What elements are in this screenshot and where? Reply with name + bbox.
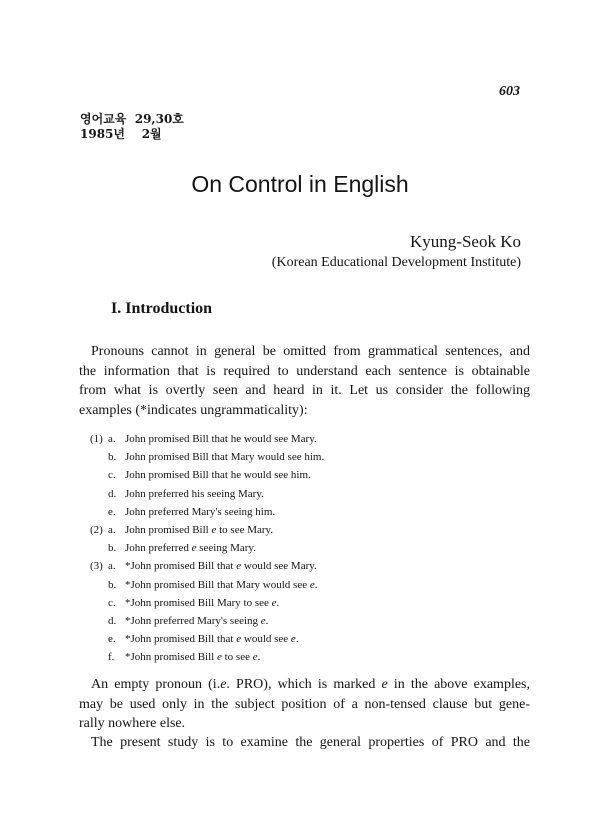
empty-category-symbol: e: [211, 523, 217, 536]
example-text: John preferred his seeing Mary.: [125, 487, 264, 500]
example-letter: d.: [108, 487, 117, 500]
example-item: [90, 648, 324, 666]
example-item: [90, 485, 324, 503]
example-item: [90, 521, 324, 539]
empty-category-symbol: e: [220, 677, 227, 692]
paragraph-line: examples (*indicates ungrammaticality):: [79, 402, 308, 418]
example-item: [90, 539, 324, 557]
example-item: [90, 612, 324, 630]
paragraph-line: may be used only in the subject position of a non-tensed clause but gene-: [79, 696, 530, 712]
example-number: (3): [90, 560, 103, 573]
example-item: [90, 594, 324, 612]
intro-paragraph: [79, 342, 530, 420]
body-paragraph: [79, 675, 530, 734]
journal-citation: [80, 112, 184, 142]
paragraph-line: the information that is required to understand each sentence is obtainable: [79, 363, 530, 379]
example-text: John preferred e seeing Mary.: [125, 542, 256, 555]
example-text: John promised Bill that he would see Mary.: [125, 433, 317, 445]
example-text: John promised Bill that he would see him.: [125, 469, 311, 482]
author-affiliation: (Korean Educational Development Institute): [271, 255, 521, 270]
example-item: [90, 576, 324, 594]
example-text: John preferred Mary's seeing him.: [125, 505, 276, 518]
empty-category-symbol: e: [290, 633, 296, 646]
empty-category-symbol: e: [309, 578, 315, 591]
paragraph-line: The present study is to examine the general properties of PRO and the: [91, 735, 530, 750]
paragraph-line: from what is overtly seen and heard in it. Let us consider the following: [79, 383, 530, 398]
example-letter: b.: [108, 578, 117, 591]
example-letter: b.: [108, 542, 117, 555]
empty-category-symbol: e: [191, 542, 197, 555]
paragraph-line: An empty pronoun (i.e. PRO), which is marked e in the above examples,: [91, 677, 530, 692]
example-text: *John promised Bill that e would see Mary.: [125, 560, 317, 573]
example-item: [90, 503, 324, 521]
section-heading: I. Introduction: [111, 300, 213, 317]
paragraph-line: rally nowhere else.: [79, 716, 186, 731]
example-number: (1): [90, 433, 103, 445]
example-item: [90, 466, 324, 484]
empty-category-symbol: e: [252, 651, 258, 664]
example-letter: a.: [108, 433, 116, 445]
example-letter: a.: [108, 560, 116, 573]
example-text: John promised Bill e to see Mary.: [125, 523, 274, 536]
example-letter: c.: [108, 596, 116, 609]
empty-category-symbol: e: [260, 614, 266, 627]
example-letter: c.: [108, 469, 116, 482]
example-letter: e.: [108, 633, 116, 646]
example-text: *John promised Bill Mary to see e.: [125, 596, 280, 609]
example-text: *John promised Bill that e would see e.: [125, 633, 299, 646]
paragraph-line: Pronouns cannot in general be omitted from grammatical sentences, and: [91, 344, 530, 359]
example-item: [90, 448, 324, 466]
example-text: John promised Bill that Mary would see him.: [125, 451, 325, 464]
example-list: [90, 430, 324, 666]
example-letter: b.: [108, 451, 117, 464]
paper-title: On Control in English: [191, 171, 409, 197]
journal-line-2: 1985년 2월: [80, 127, 162, 141]
example-text: *John preferred Mary's seeing e.: [125, 614, 269, 627]
empty-category-symbol: e: [381, 677, 388, 692]
example-item: [90, 557, 324, 575]
empty-category-symbol: e: [271, 596, 277, 609]
body-paragraph: [79, 733, 530, 753]
example-text: *John promised Bill e to see e.: [125, 651, 261, 664]
example-letter: e.: [108, 505, 116, 518]
page-number: 603: [499, 84, 520, 99]
empty-category-symbol: e: [236, 560, 242, 573]
empty-category-symbol: e: [236, 633, 242, 646]
example-letter: a.: [108, 523, 116, 536]
empty-category-symbol: e: [216, 651, 222, 664]
example-item: [90, 630, 324, 648]
example-number: (2): [90, 523, 103, 536]
journal-line-1: 영어교육 29,30호: [80, 112, 184, 126]
author-name: Kyung-Seok Ko: [410, 232, 521, 251]
example-letter: d.: [108, 614, 117, 627]
example-item: [90, 430, 324, 448]
example-letter: f.: [108, 651, 115, 664]
example-text: *John promised Bill that Mary would see e.: [125, 578, 318, 591]
